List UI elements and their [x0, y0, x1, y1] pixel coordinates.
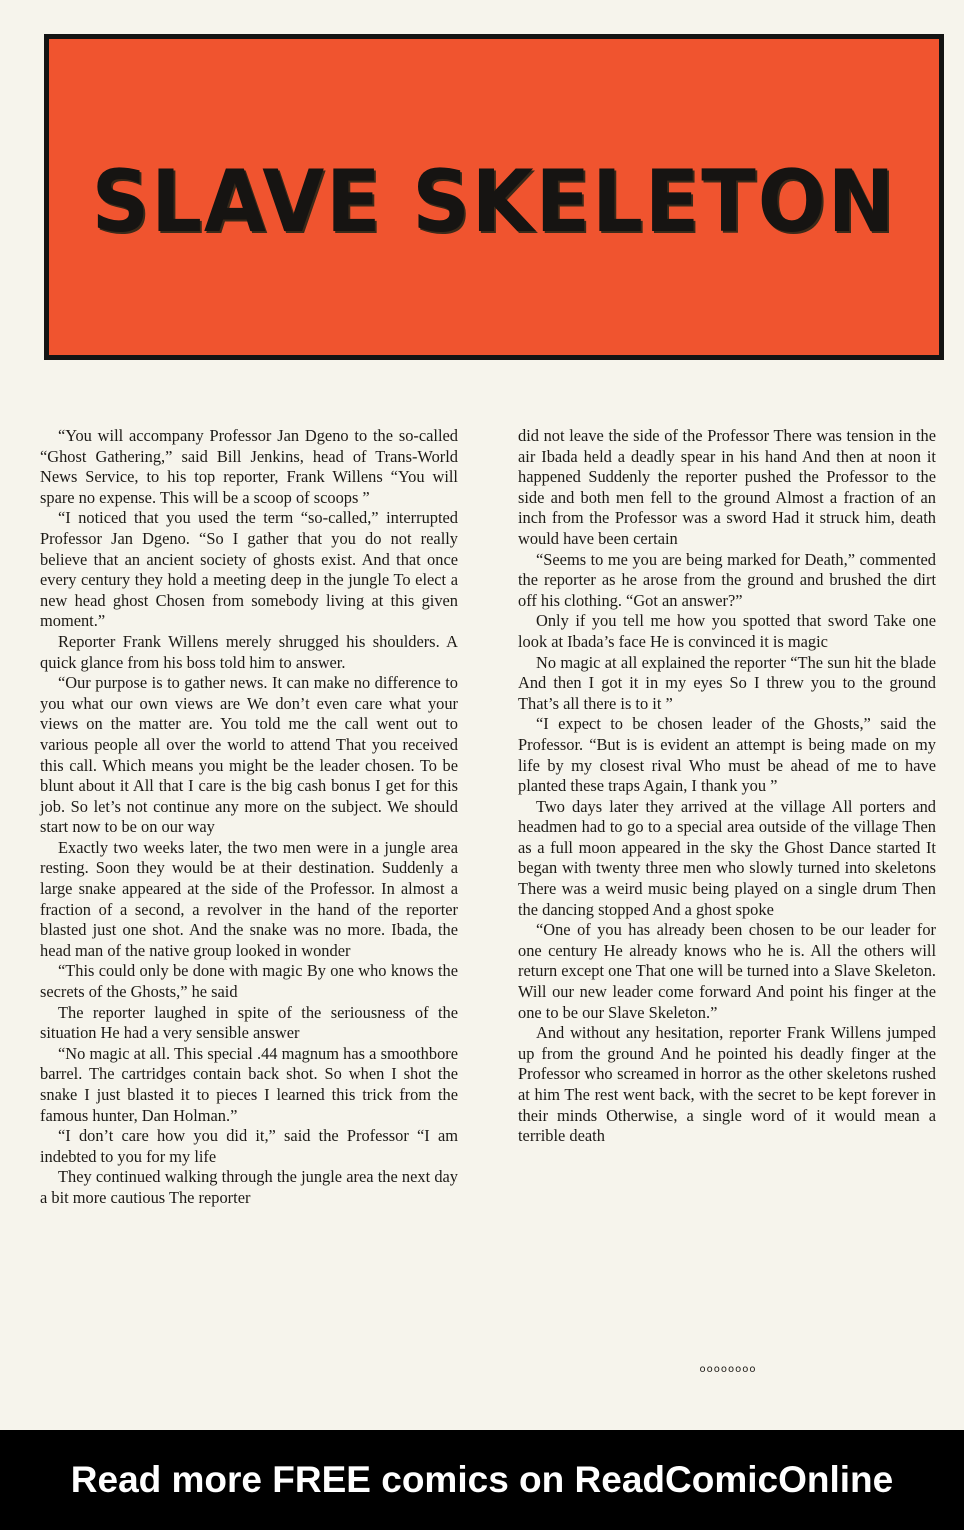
paragraph: “Seems to me you are being marked for Death,” commented the reporter as he arose from the ground and brushed the dirt off his clothing. “Got an answer?”	[518, 549, 936, 610]
paragraph: The reporter laughed in spite of the seriousness of the situation He had a very sensible answer	[40, 1002, 458, 1043]
paragraph: Reporter Frank Willens merely shrugged his shoulders. A quick glance from his boss told him to answer.	[40, 631, 458, 672]
title-panel	[44, 34, 944, 360]
paragraph: “You will accompany Professor Jan Dgeno to the so-called “Ghost Gathering,” said Bill Jenkins, head of Trans-World News Service, to his top reporter, Frank Willens “You will spare no expense. This will be a scoop of scoops ”	[40, 426, 458, 507]
end-ornament: oooooooo	[699, 1364, 757, 1375]
paragraph: And without any hesitation, reporter Frank Willens jumped up from the ground And he pointed his deadly finger at the Professor who screamed in horror as the other skeletons rushed at him The rest went back, with the secret to be kept forever in their minds Otherwise, a single word of it would mean a terrible death	[518, 1023, 936, 1146]
paragraph: “I don’t care how you did it,” said the Professor “I am indebted to you for my life	[40, 1126, 458, 1166]
left-column	[40, 426, 458, 1209]
banner-text[interactable]: Read more FREE comics on ReadComicOnline	[70, 1459, 894, 1500]
paragraph: “No magic at all. This special .44 magnum has a smoothbore barrel. The cartridges contain back shot. So when I shot the snake I just blasted it to pieces I learned this trick from the famous hunter, Dan Holman.”	[40, 1043, 458, 1125]
paragraph: “I expect to be chosen leader of the Ghosts,” said the Professor. “But is is evident an attempt is being made on my life by my closest rival Who must be ahead of me to have planted these traps Again, I thank you ”	[518, 714, 936, 796]
paragraph: They continued walking through the jungle area the next day a bit more cautious The reporter	[40, 1167, 458, 1207]
story-title: SLAVE SKELETON	[91, 152, 897, 252]
promo-banner[interactable]	[0, 1430, 964, 1530]
paragraph: “This could only be done with magic By one who knows the secrets of the Ghosts,” he said	[40, 961, 458, 1002]
paragraph: Only if you tell me how you spotted that sword Take one look at Ibada’s face He is convinced it is magic	[518, 611, 936, 651]
paragraph: Two days later they arrived at the village All porters and headmen had to go to a special area outside of the village Then as a full moon appeared in the sky the Ghost Dance started It began with twenty three men who slowly turned into skeletons There was a weird music being played on a single drum Then the dancing stopped And a ghost spoke	[518, 796, 936, 919]
paragraph: Exactly two weeks later, the two men were in a jungle area resting. Soon they would be at their destination. Suddenly a large snake appeared at the side of the Professor. In almost a fraction of a second, a revolver in the hand of the reporter blasted just one shot. And the snake was no more. Ibada, the head man of the native group looked in wonder	[40, 837, 458, 960]
right-column	[518, 426, 936, 1147]
paragraph: “One of you has already been chosen to be our leader for one century He already knows who he is. All the others will return except one That one will be turned into a Slave Skeleton. Will our new leader come forward And point his finger at the one to be our Slave Skeleton.”	[518, 920, 936, 1022]
paragraph: No magic at all explained the reporter “The sun hit the blade And then I got it in my eyes So I threw you to the ground That’s all there is to it ”	[518, 652, 936, 713]
paragraph: did not leave the side of the Professor There was tension in the air Ibada held a deadly spear in his hand And then at noon it happened Suddenly the reporter pushed the Professor to the side and both men fell to the ground Almost a fraction of an inch from the Professor was a sword Had it struck him, death would have been certain	[518, 426, 936, 548]
paragraph: “I noticed that you used the term “so-called,” interrupted Professor Jan Dgeno. “So I gather that you do not really believe that an ancient society of ghosts exist. And that once every century they hold a meeting deep in the jungle To elect a new head ghost Chosen from somebody living at this given moment.”	[40, 508, 458, 631]
paragraph: “Our purpose is to gather news. It can make no difference to you what our own views are We don’t even care what your views on the matter are. You told me the call went out to various people all over the world to attend That you received this call. Which means you might be the leader chosen. To be blunt about it All that I care is the big cash bonus I get for this job. So let’s not continue any more on the subject. We should start now to be on our way	[40, 673, 458, 837]
